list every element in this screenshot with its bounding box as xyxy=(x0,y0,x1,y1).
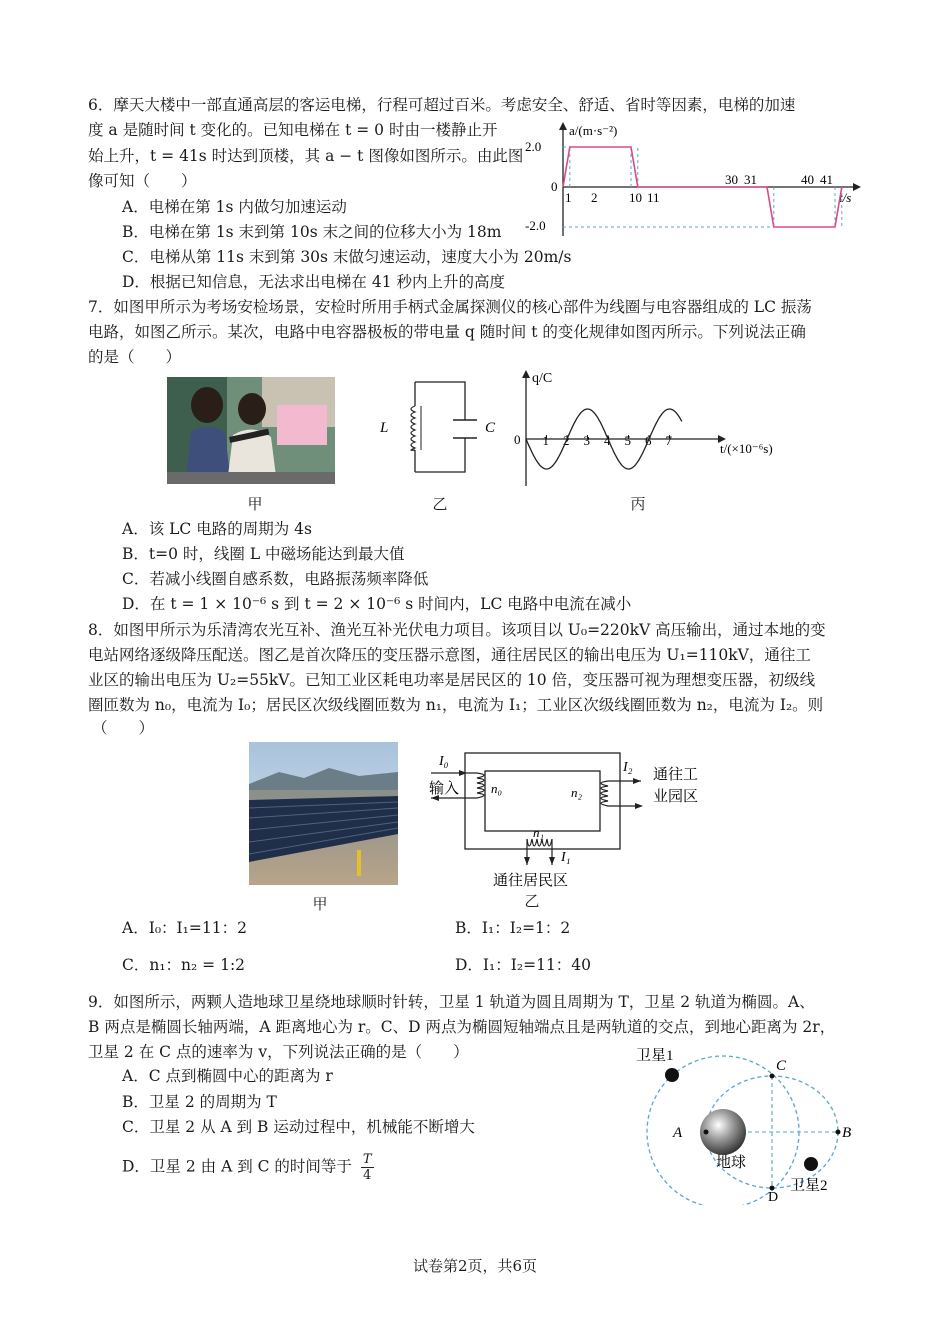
label-A: A xyxy=(673,1125,683,1141)
q8-option-b: B．I₁：I₂=1：2 xyxy=(455,919,571,937)
q7-line-2: 电路，如图乙所示。某次，电路中电容器极板的带电量 q 随时间 t 的变化规律如图丙所示。下列说法正确 xyxy=(88,323,806,341)
tick-2s: 2 xyxy=(591,190,598,205)
secondary-coil-n1 xyxy=(527,839,552,865)
label-B: B xyxy=(842,1125,852,1141)
q6-line-3: 始上升，t = 41s 时达到顶楼，其 a − t 图像如图所示。由此图 xyxy=(88,147,524,165)
a-axis-label: a/(m·s⁻²) xyxy=(569,123,618,138)
label-I0: I₀ xyxy=(439,754,449,769)
tick-label: 7 xyxy=(665,433,672,448)
q8-option-c: C．n₁：n₂ = 1:2 xyxy=(122,956,246,974)
label-industry-1: 通往工 xyxy=(653,767,699,783)
q8-option-d: D．I₁：I₂=11：40 xyxy=(455,956,592,974)
q6-option-d: D．根据已知信息，无法求出电梯在 41 秒内上升的高度 xyxy=(122,273,506,291)
q9-line-3: 卫星 2 在 C 点的速率为 v，下列说法正确的是（ ） xyxy=(88,1043,469,1061)
q7-option-b: B．t=0 时，线圈 L 中磁场能达到最大值 xyxy=(122,545,405,563)
transformer-diagram xyxy=(425,745,715,890)
tick-1: 1 xyxy=(565,190,572,205)
label-sat1: 卫星1 xyxy=(636,1048,674,1064)
q8-line-4: 圈匝数为 n₀，电流为 I₀；居民区次级线圈匝数为 n₁，电流为 I₁；工业区次级线圈匝数为 n₂，电流为 I₂。则 xyxy=(88,696,824,714)
tick-label: 1 xyxy=(542,433,549,448)
satellite-1 xyxy=(665,1068,679,1082)
label-sat2: 卫星2 xyxy=(790,1178,828,1194)
q8-line-5: （ ） xyxy=(92,719,155,737)
tick-label: 3 xyxy=(583,433,590,448)
tick-2: 2.0 xyxy=(525,139,542,154)
q6-option-b: B．电梯在第 1s 末到第 10s 末之间的位移大小为 18m xyxy=(122,223,502,241)
tick-40: 40 xyxy=(801,172,814,187)
label-industry-2: 业园区 xyxy=(653,789,699,805)
tick-label: 4 xyxy=(604,433,611,448)
label-D: D xyxy=(768,1190,779,1205)
q7-option-d: D．在 t = 1 × 10⁻⁶ s 到 t = 2 × 10⁻⁶ s 时间内，LC 电路中电流在减小 xyxy=(122,595,632,613)
q8-line-2: 电站网络逐级降压配送。图乙是首次降压的变压器示意图，通往居民区的输出电压为 U₁=110kV，通往工 xyxy=(88,646,811,664)
transformer-core-inner xyxy=(485,771,600,831)
label-n1: n₁ xyxy=(533,825,545,840)
page-footer: 试卷第2页，共6页 xyxy=(412,1257,538,1275)
q8-option-a: A．I₀：I₁=11：2 xyxy=(122,919,247,937)
caption-yi-7: 乙 xyxy=(432,495,448,513)
tick-0: 0 xyxy=(551,179,558,194)
q9-option-c: C．卫星 2 从 A 到 B 运动过程中，机械能不断增大 xyxy=(122,1118,475,1136)
tick-label: 5 xyxy=(624,433,631,448)
q7-line-1: 7．如图甲所示为考场安检场景，安检时所用手柄式金属探测仪的核心部件为线圈与电容器组成的 LC 振荡 xyxy=(88,298,812,316)
secondary-coil-n2 xyxy=(601,781,641,806)
capacitor-label: C xyxy=(485,420,496,436)
tick-neg2: -2.0 xyxy=(525,218,546,233)
q9-option-b: B．卫星 2 的周期为 T xyxy=(122,1093,277,1111)
label-n0: n₀ xyxy=(491,781,503,796)
t-axis-label: t/s xyxy=(839,190,852,205)
label-C: C xyxy=(776,1058,787,1074)
label-residential: 通往居民区 xyxy=(493,873,569,889)
satellite-orbit-diagram xyxy=(632,1040,864,1205)
tick-31: 31 xyxy=(744,172,757,187)
charge-time-graph xyxy=(510,366,800,490)
tick-11: 11 xyxy=(647,190,660,205)
q8-line-3: 业区的输出电压为 U₂=55kV。已知工业区耗电功率是居民区的 10 倍，变压器可视为理想变压器，初级线 xyxy=(88,671,816,689)
label-input: 输入 xyxy=(429,781,460,797)
fraction-t-over-4 xyxy=(361,1152,374,1183)
security-check-photo xyxy=(167,377,335,484)
caption-jia-7: 甲 xyxy=(247,495,263,513)
lc-circuit-diagram xyxy=(375,378,505,478)
label-I1: I₁ xyxy=(561,850,571,865)
q9-option-d xyxy=(122,1152,374,1183)
caption-yi-8: 乙 xyxy=(524,892,540,910)
q6-line-4: 像可知（ ） xyxy=(88,172,197,190)
tick-label: 2 xyxy=(563,433,570,448)
caption-jia-8: 甲 xyxy=(312,895,328,913)
q7-option-a: A．该 LC 电路的周期为 4s xyxy=(122,520,312,538)
q9-option-d-text: D．卫星 2 由 A 到 C 的时间等于 xyxy=(122,1157,352,1176)
graph7-ticks xyxy=(543,433,673,448)
tick-label: 6 xyxy=(645,433,652,448)
q6-option-c: C．电梯从第 11s 末到第 30s 末做匀速运动，速度大小为 20m/s xyxy=(122,248,572,266)
q7-option-c: C．若减小线圈自感系数，电路振荡频率降低 xyxy=(122,570,429,588)
fraction-denominator: 4 xyxy=(363,1168,372,1183)
label-earth: 地球 xyxy=(716,1155,747,1171)
satellite-2 xyxy=(804,1157,818,1171)
tick-10: 10 xyxy=(629,190,642,205)
inductor-label: L xyxy=(380,420,389,436)
fraction-numerator: T xyxy=(362,1152,372,1167)
tick-0-bing: 0 xyxy=(514,432,521,447)
label-n2: n₂ xyxy=(571,785,583,800)
q8-line-1: 8．如图甲所示为乐清湾农光互补、渔光互补光伏电力项目。该项目以 U₀=220kV 高压输出，通过本地的变 xyxy=(88,621,826,639)
q9-line-2: B 两点是椭圆长轴两端，A 距离地心为 r。C、D 两点为椭圆短轴端点且是两轨道的交点，到地心距离为 2r， xyxy=(88,1018,836,1036)
q-axis-label: q/C xyxy=(532,371,553,386)
q9-option-a: A．C 点到椭圆中心的距离为 r xyxy=(122,1067,333,1085)
caption-bing-7: 丙 xyxy=(630,495,646,513)
q6-line-2: 度 a 是随时间 t 变化的。已知电梯在 t = 0 时由一楼静止开 xyxy=(88,121,498,139)
inductor-coil xyxy=(411,406,415,450)
tick-30: 30 xyxy=(725,172,738,187)
q9-line-1: 9．如图所示，两颗人造地球卫星绕地球顺时针转，卫星 1 轨道为圆且周期为 T，卫星 2 轨道为椭圆。A、 xyxy=(88,993,815,1011)
solar-farm-photo xyxy=(249,742,398,885)
t-axis-label-bing: t/(×10⁻⁶s) xyxy=(720,441,773,456)
q7-line-3: 的是（ ） xyxy=(88,348,182,366)
label-I2: I₂ xyxy=(623,760,633,775)
acceleration-time-graph xyxy=(525,118,865,240)
tick-41: 41 xyxy=(820,172,833,187)
q6-line-1: 6．摩天大楼中一部直通高层的客运电梯，行程可超过百米。考虑安全、舒适、省时等因素，电梯的加速 xyxy=(88,96,796,114)
q6-option-a: A．电梯在第 1s 内做匀加速运动 xyxy=(122,198,347,216)
